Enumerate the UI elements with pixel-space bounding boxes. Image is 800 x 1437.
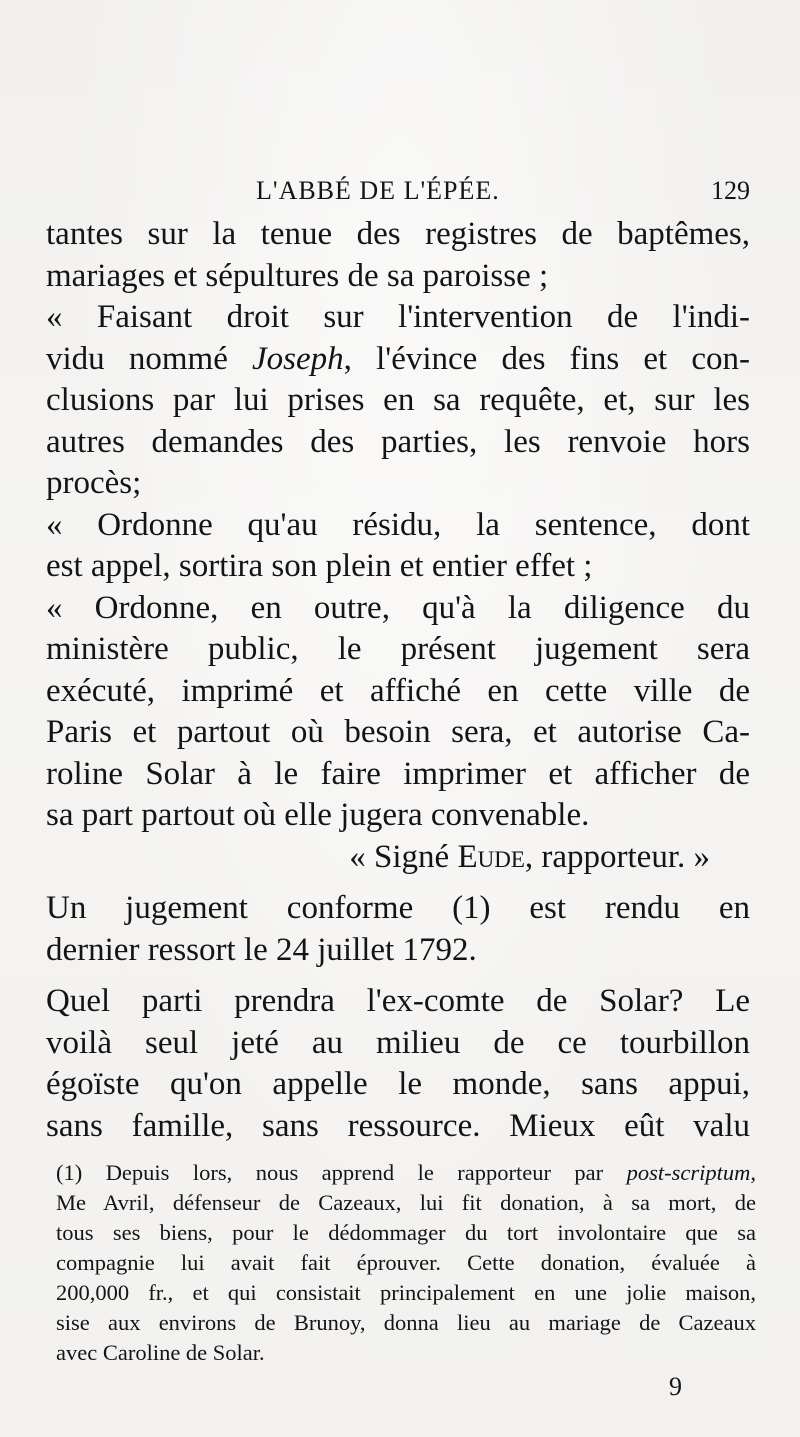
- text-line: sa part partout où elle jugera convenable.: [46, 797, 590, 833]
- paragraph-gap: [46, 971, 750, 981]
- text-line: dernier ressort le 24 juillet 1792.: [46, 931, 477, 968]
- running-title: L'ABBÉ DE L'ÉPÉE.: [256, 176, 500, 205]
- signed-suffix: , rapporteur. »: [524, 838, 710, 875]
- body-text: [46, 214, 750, 1147]
- text-line: est appel, sortira son plein et entier effet ;: [46, 548, 593, 584]
- text-line: exécuté, imprimé et affiché en cette ville de: [46, 672, 750, 709]
- text-line: procès;: [46, 465, 142, 501]
- footnote-italic: post-scriptum: [626, 1160, 751, 1185]
- footnote-line: Me Avril, défenseur de Cazeaux, lui fit donation, à sa mort, de: [56, 1190, 756, 1215]
- footnote-line: avec Caroline de Solar.: [56, 1340, 265, 1365]
- text-line: voilà seul jeté au milieu de ce tourbillon: [46, 1024, 750, 1061]
- footnote-line: tous ses biens, pour le dédommager du tort involontaire que sa: [56, 1220, 756, 1245]
- signed-name: Eude: [457, 838, 525, 875]
- footnote-line-first: [56, 1158, 756, 1188]
- name-joseph: Joseph: [252, 340, 344, 377]
- text-line: mariages et sépultures de sa paroisse ;: [46, 257, 549, 294]
- footnote-line: sise aux environs de Brunoy, donna lieu au mariage de Cazeaux: [56, 1310, 756, 1335]
- running-head: [46, 176, 750, 212]
- text-line: « Faisant droit sur l'intervention de l'indi-: [46, 299, 750, 335]
- footnote: [56, 1158, 756, 1368]
- signed-prefix: « Signé: [349, 838, 458, 875]
- text-line: Quel parti prendra l'ex-comte de Solar? Le: [46, 983, 750, 1019]
- footnote-suffix: ,: [750, 1160, 756, 1185]
- text-line: clusions par lui prises en sa requête, et, sur les: [46, 382, 750, 418]
- text-line-joseph: vidu nommé Joseph, l'évince des fins et con-: [46, 340, 751, 377]
- page-number: 129: [711, 176, 750, 205]
- footnote-prefix: (1) Depuis lors, nous apprend le rapporteur par: [56, 1160, 627, 1185]
- text-line: « Ordonne, en outre, qu'à la diligence du: [46, 589, 750, 626]
- footnote-line: 200,000 fr., et qui consistait principalement en une jolie maison,: [56, 1280, 756, 1305]
- footnote-line: compagnie lui avait fait éprouver. Cette donation, évaluée à: [56, 1250, 756, 1275]
- text-line: « Ordonne qu'au résidu, la sentence, dont: [46, 506, 750, 543]
- text-line: sans famille, sans ressource. Mieux eût valu: [46, 1107, 750, 1144]
- signature-mark: 9: [669, 1372, 682, 1401]
- text-line: autres demandes des parties, les renvoie hors: [46, 423, 750, 460]
- text-line: Paris et partout où besoin sera, et autorise Ca-: [46, 714, 750, 750]
- text-line: Un jugement conforme (1) est rendu en: [46, 890, 750, 926]
- text-line: ministère public, le présent jugement sera: [46, 631, 750, 667]
- signed-line: [46, 837, 750, 879]
- text-line: roline Solar à le faire imprimer et afficher de: [46, 755, 750, 792]
- paragraph-gap: [46, 878, 750, 888]
- text-line: tantes sur la tenue des registres de baptêmes,: [46, 216, 750, 252]
- text-line: égoïste qu'on appelle le monde, sans appui,: [46, 1066, 750, 1102]
